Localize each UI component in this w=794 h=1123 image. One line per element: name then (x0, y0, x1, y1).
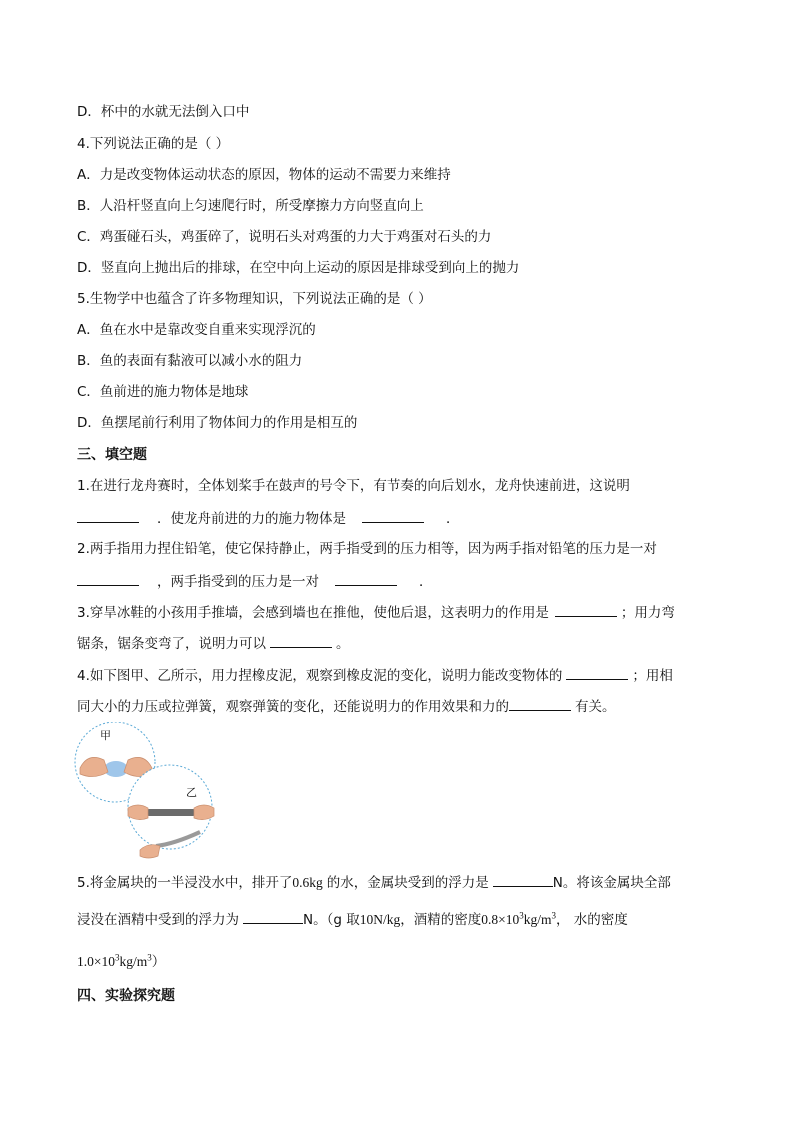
answer-blank[interactable] (243, 909, 303, 924)
question-5-option-a: A．鱼在水中是靠改变自重来实现浮沉的 (77, 322, 316, 338)
fill-5-line-3: $1.0\times 10^3kg/m^3$） (77, 952, 166, 970)
spring-shape (146, 809, 196, 816)
fill-5-line-1: 5.将金属块的一半浸没水中，排开了0.6kg 的水，金属块受到的浮力是 N。将该金属块全部 (77, 872, 671, 893)
fill-1-line-2: ．使龙舟前进的力的施力物体是 ． (77, 508, 460, 529)
force-illustration (74, 722, 224, 867)
fill-2-line-2: ，两手指受到的压力是一对 ． (77, 571, 433, 592)
answer-blank[interactable] (335, 571, 397, 586)
fill-4-line-1: 4.如下图甲、乙所示，用力捏橡皮泥，观察到橡皮泥的变化，说明力能改变物体的 ；用相 (77, 665, 673, 686)
answer-blank[interactable] (77, 571, 139, 586)
question-5-stem: 5.生物学中也蕴含了许多物理知识，下列说法正确的是（ ） (77, 291, 432, 307)
section-4-title: 四、实验探究题 (77, 988, 175, 1004)
figure-label-a: 甲 (100, 729, 111, 742)
section-3-title: 三、填空题 (77, 447, 147, 463)
answer-blank[interactable] (493, 872, 553, 887)
question-5-option-d: D．鱼摆尾前行利用了物体间力的作用是相互的 (77, 415, 358, 431)
answer-blank[interactable] (555, 602, 617, 617)
figure-label-b: 乙 (186, 786, 197, 799)
answer-blank[interactable] (362, 508, 424, 523)
question-4-option-b: B．人沿杆竖直向上匀速爬行时，所受摩擦力方向竖直向上 (77, 198, 424, 214)
answer-blank[interactable] (509, 696, 571, 711)
answer-blank[interactable] (270, 633, 332, 648)
bottom-hand-shape (140, 845, 160, 858)
option-d-prev: D．杯中的水就无法倒入口中 (77, 104, 250, 120)
left-hand-pull-shape (128, 805, 148, 820)
question-4-option-c: C．鸡蛋碰石头，鸡蛋碎了，说明石头对鸡蛋的力大于鸡蛋对石头的力 (77, 229, 492, 245)
question-5-option-c: C．鱼前进的施力物体是地球 (77, 384, 249, 400)
fill-2-line-1: 2.两手指用力捏住铅笔，使它保持静止，两手指受到的压力相等，因为两手指对铅笔的压力是一对 (77, 541, 657, 557)
fill-1-line-1: 1.在进行龙舟赛时，全体划桨手在鼓声的号令下，有节奏的向后划水，龙舟快速前进，这说明 (77, 478, 630, 494)
question-4-stem: 4.下列说法正确的是（ ） (77, 136, 230, 152)
question-4-option-a: A．力是改变物体运动状态的原因，物体的运动不需要力来维持 (77, 167, 451, 183)
question-4-option-d: D．竖直向上抛出后的排球，在空中向上运动的原因是排球受到向上的抛力 (77, 260, 520, 276)
fill-3-line-2: 锯条，锯条变弯了，说明力可以 。 (77, 633, 350, 654)
clay-shape (104, 761, 128, 777)
fill-4-line-2: 同大小的力压或拉弹簧，观察弹簧的变化，还能说明力的作用效果和力的 有关。 (77, 696, 616, 717)
answer-blank[interactable] (566, 665, 628, 680)
answer-blank[interactable] (77, 508, 139, 523)
force-illustration-svg (74, 722, 224, 867)
right-hand-pull-shape (194, 805, 214, 820)
question-5-option-b: B．鱼的表面有黏液可以减小水的阻力 (77, 353, 303, 369)
fill-5-line-2: 浸没在酒精中受到的浮力为 N。（g 取10N/kg，酒精的密度$0.8\times 10^3kg/m^3$， 水的密度 (77, 910, 628, 928)
fill-3-line-1: 3.穿旱冰鞋的小孩用手推墙，会感到墙也在推他，使他后退，这表明力的作用是 ；用力弯 (77, 602, 675, 623)
